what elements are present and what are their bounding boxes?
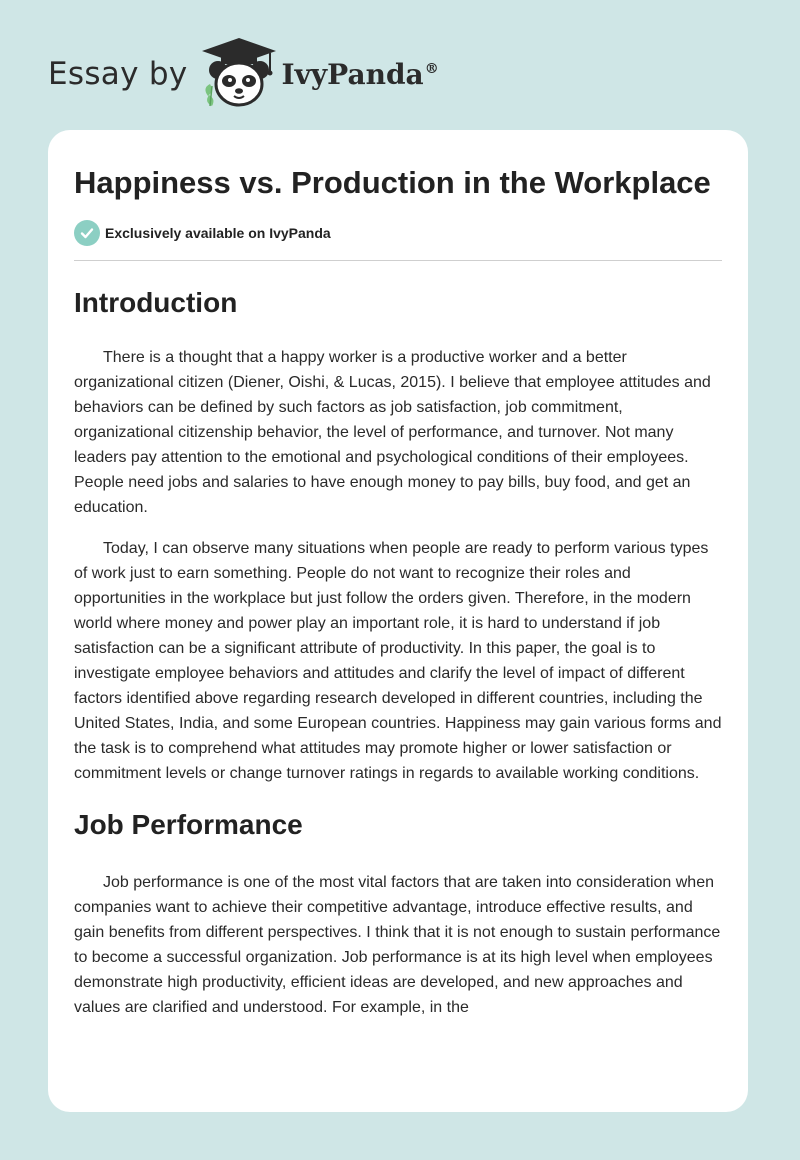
paragraph: Job performance is one of the most vital factors that are taken into consideration when companies want to achieve their competitive advantage, introduce effective results, and gain benefits from different perspectives. I think that it is not enough to sustain performance to become a successful organization. Job performance is at its high level when employees demonstrate high productivity, efficient ideas are developed, and new approaches and values are clarified and understood. For example, in the [74,874,721,1016]
section-heading-introduction: Introduction [74,287,238,318]
exclusive-badge [74,220,722,261]
paragraph: Today, I can observe many situations when people are ready to perform various types of work just to earn something. People do not want to recognize their roles and opportunities in the workplace but just follow the orders given. Therefore, in the modern world where money and power play an important role, it is hard to understand if job satisfaction can be a significant attribute of productivity. In this paper, the goal is to investigate employee behaviors and attitudes and clarify the level of impact of different factors identified above regarding research developed in different countries, including the United States, India, and some European countries. Happiness may gain various forms and the task is to comprehend what attitudes may promote higher or lower satisfaction or commitment levels or change turnover ratings in regards to available working conditions. [74,540,722,782]
section-heading-job-performance: Job Performance [74,809,303,840]
check-circle-icon [74,220,100,246]
exclusive-badge-text: Exclusively available on IvyPanda [105,225,331,241]
panda-graduation-cap-icon [200,34,278,115]
brand-name [282,58,439,91]
brand-header[interactable] [48,34,439,114]
paragraph: There is a thought that a happy worker is a productive worker and a better organizational citizen (Diener, Oishi, & Lucas, 2015). I believe that employee attitudes and behaviors can be defined by such factors as job satisfaction, job commitment, organizational citizenship behavior, the level of performance, and turnover. Not many leaders pay attention to the emotional and psychological conditions of their employees. People need jobs and salaries to have enough money to pay bills, buy food, and get an education. [74,349,711,516]
brand-name-text: IvyPanda [281,57,424,91]
essay-card [48,130,748,1112]
registered-mark: ® [424,61,439,78]
brand-prefix: Essay by [48,56,188,92]
essay-title: Happiness vs. Production in the Workplace [74,165,711,200]
